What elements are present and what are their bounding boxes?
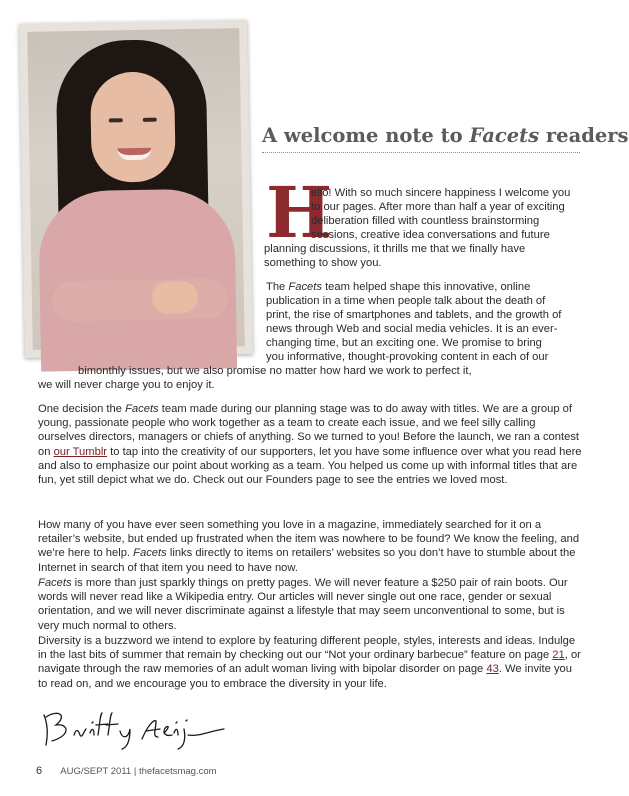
paragraph-values: Facets is more than just sparkly things on pretty pages. We will never feature a $250 pair of rain boots. Our words will never read like a Wikipedia entry. Our articles will never single out one race, gender or sexual orientation, and we will never discriminate against a lifestyle that may seem unconventional to some, but is very much normal to others.	[38, 577, 568, 632]
signature	[38, 705, 238, 749]
site-url: thefacetsmag.com	[138, 766, 217, 777]
para2-line: publication in a time when people talk about the death of	[266, 295, 546, 307]
paragraph-titles: One decision the Facets team made during our planning stage was to do away with titles. We are a group of young, passionate people who work together as a team to create each issue, and we feel silly calling ourselves directors, managers or chiefs of anything. So we turned to you! Before the launch, we ran a contest on our Tumblr to tap into the creativity of our supporters, let you have some influence over what you read here and also to emphasize our point about working as a team. You helped us come up with informal titles that are fun, yet still depict what we do. Check out our Founders page to see the entries we loved most.	[38, 403, 582, 487]
photo-eye-left	[109, 118, 123, 122]
page-43-link[interactable]: 43	[486, 663, 499, 676]
title-brand: Facets	[469, 124, 540, 147]
footer-separator: |	[133, 766, 137, 777]
photo-frame	[19, 20, 253, 358]
photo-eye-right	[143, 118, 157, 122]
title-prefix: A welcome note to	[262, 124, 470, 147]
para1-line: planning discussions, it thrills me that we finally have	[264, 243, 526, 255]
author-photo	[27, 28, 245, 350]
title-suffix: readers	[539, 124, 629, 147]
para1-line: sessions, creative idea conversations and future	[311, 229, 550, 241]
paragraph-diversity: Diversity is a buzzword we intend to explore by featuring different people, styles, interests and ideas. Indulge in the last bits of summer that remain by checking out our “Not your ordinary barbecue” feature on page 21, or navigate through the raw memories of an adult woman living with bipolar disorder on page 43. We invite you to read on, and we encourage you to embrace the diversity in your life.	[38, 635, 581, 690]
para1-line: ello! With so much sincere happiness I welcome you	[311, 187, 571, 199]
photo-arms	[52, 278, 229, 321]
title-divider	[262, 152, 580, 153]
page-footer	[36, 765, 217, 777]
page-title	[262, 124, 629, 147]
para1-line: something to show you.	[264, 257, 382, 269]
paragraph-shopping: How many of you have ever seen something you love in a magazine, immediately searched for it on a retailer’s website, but ended up frustrated when the item was nowhere to be found? We know the feeling, and we’re here to help. Facets links directly to items on retailers’ websites so you don’t have to stumble about the Internet in search of that item you need to have now.	[38, 519, 580, 574]
tumblr-link[interactable]: our Tumblr	[53, 445, 108, 458]
para1-line: to our pages. After more than half a year of exciting	[311, 201, 565, 213]
para2-line: we will never charge you to enjoy it.	[38, 379, 215, 391]
para2-line: print, the rise of smartphones and tablets, and the growth of	[266, 309, 562, 321]
para2-line: changing time, but an exciting one. We promise to bring	[266, 337, 542, 349]
para2-line: you informative, thought-provoking content in each of our	[266, 351, 549, 363]
para2-line: The Facets team helped shape this innovative, online	[266, 281, 531, 293]
photo-face-shape	[90, 71, 176, 182]
page-number: 6	[36, 765, 43, 777]
photo-hand	[152, 281, 199, 314]
para1-line: deliberation filled with countless brainstorming	[311, 215, 540, 227]
drop-cap: H	[266, 171, 333, 254]
page-21-link[interactable]: 21	[552, 649, 565, 662]
issue-date: AUG/SEPT 2011	[60, 766, 132, 777]
para2-line: bimonthly issues, but we also promise no matter how hard we work to perfect it,	[78, 365, 472, 377]
para2-line: news through Web and social media vehicles. It is an ever-	[266, 323, 558, 335]
brand-name: Facets	[288, 281, 322, 293]
